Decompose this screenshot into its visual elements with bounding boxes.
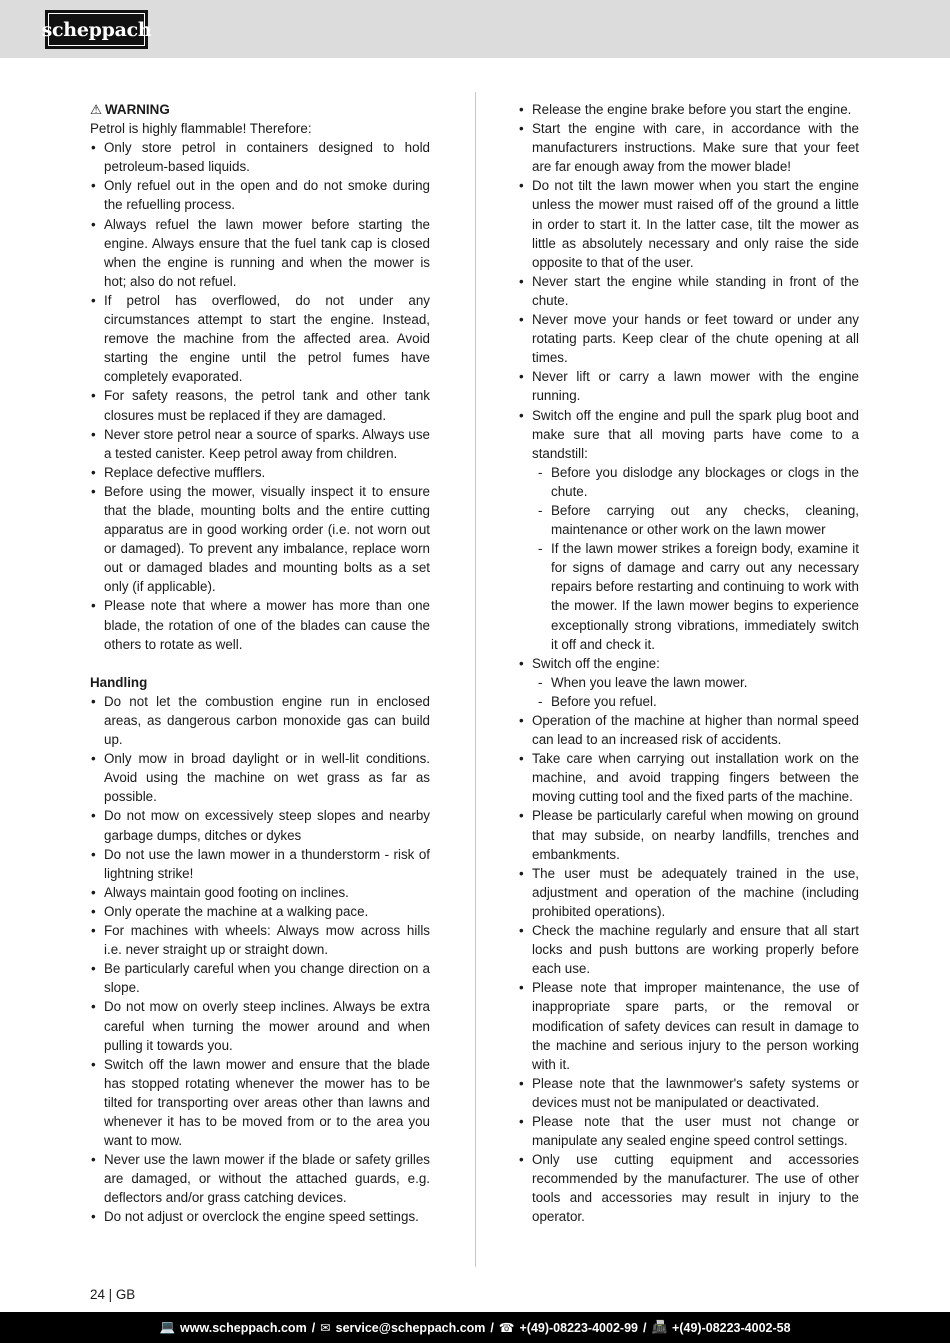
handling-list (90, 692, 430, 1227)
fax-icon: 📠 (651, 1320, 668, 1334)
header-bar (0, 0, 950, 58)
sub-list-item: - Before you refuel. (518, 692, 859, 711)
list-item: • For safety reasons, the petrol tank and other tank closures must be replaced if they are damaged. (90, 386, 430, 424)
footer-separator: / (642, 1320, 647, 1335)
list-item: • Please note that improper maintenance, the use of inappropriate spare parts, or the removal or modification of safety devices can result in damage to the machine and serious injury to the person working with it. (518, 978, 859, 1073)
warning-intro: Petrol is highly flammable! Therefore: (90, 121, 312, 137)
list-item: • Switch off the engine: (518, 654, 859, 673)
list-item: • Never start the engine while standing in front of the chute. (518, 272, 859, 310)
footer-email-link[interactable]: service@scheppach.com (335, 1320, 486, 1335)
list-item: • Never store petrol near a source of sparks. Always use a tested canister. Keep petrol away from children. (90, 425, 430, 463)
list-item: • Always refuel the lawn mower before starting the engine. Always ensure that the fuel tank cap is closed when the engine is running and when the mower is hot; also do not refuel. (90, 215, 430, 291)
list-item: • If petrol has overflowed, do not under any circumstances attempt to start the engine. Instead, remove the machine from the affected area. Avoid starting the engine until the petrol fumes have completely evaporated. (90, 291, 430, 386)
list-item: • Start the engine with care, in accordance with the manufacturers instructions. Make sure that your feet are far enough away from the mower blade! (518, 119, 859, 176)
list-item: • Always maintain good footing on inclines. (90, 883, 430, 902)
footer-phone: +(49)-08223-4002-99 (519, 1320, 638, 1335)
footer-separator: / (490, 1320, 494, 1335)
list-item: • Never lift or carry a lawn mower with the engine running. (518, 367, 859, 405)
petrol-list (90, 138, 430, 654)
list-item: • Only operate the machine at a walking pace. (90, 902, 430, 921)
list-item: • Switch off the lawn mower and ensure that the blade has stopped rotating whenever the mower has to be tilted for transporting over areas other than lawns and whenever it has to be moved from or to the area you want to mow. (90, 1055, 430, 1150)
list-item: • Switch off the engine and pull the spark plug boot and make sure that all moving parts have come to a standstill: (518, 406, 859, 463)
right-column (518, 100, 859, 1227)
list-item: • Do not adjust or overclock the engine speed settings. (90, 1207, 430, 1226)
list-item: • Release the engine brake before you start the engine. (518, 100, 859, 119)
list-item: • Please note that the user must not change or manipulate any sealed engine speed control settings. (518, 1112, 859, 1150)
handling-heading: Handling (90, 674, 148, 690)
column-divider (475, 92, 476, 1267)
footer-fax: +(49)-08223-4002-58 (672, 1320, 791, 1335)
list-item: • Please be particularly careful when mowing on ground that may subside, on nearby landfills, trenches and embankments. (518, 806, 859, 863)
list-item: • Only refuel out in the open and do not smoke during the refuelling process. (90, 176, 430, 214)
list-item: • Do not let the combustion engine run in enclosed areas, as dangerous carbon monoxide gas can build up. (90, 692, 430, 749)
spacer (90, 654, 430, 673)
list-item: • Be particularly careful when you change direction on a slope. (90, 959, 430, 997)
list-item: • Please note that the lawnmower's safety systems or devices must not be manipulated or deactivated. (518, 1074, 859, 1112)
list-item: • Only store petrol in containers designed to hold petroleum-based liquids. (90, 138, 430, 176)
warning-title: WARNING (105, 102, 170, 117)
list-item: • Do not mow on excessively steep slopes and nearby garbage dumps, ditches or dykes (90, 806, 430, 844)
list-item: • Check the machine regularly and ensure that all start locks and push buttons are working properly before each use. (518, 921, 859, 978)
sub-list-item: - When you leave the lawn mower. (518, 673, 859, 692)
list-item: • Please note that where a mower has more than one blade, the rotation of one of the blades can cause the others to rotate as well. (90, 596, 430, 653)
phone-icon: ☎ (498, 1321, 515, 1335)
list-item: • Do not mow on overly steep inclines. Always be extra careful when turning the mower around and when pulling it towards you. (90, 997, 430, 1054)
list-item: • Never move your hands or feet toward or under any rotating parts. Keep clear of the chute opening at all times. (518, 310, 859, 367)
sub-list-item: - Before you dislodge any blockages or clogs in the chute. (518, 463, 859, 501)
list-item: • Do not tilt the lawn mower when you start the engine unless the mower must raised off of the ground a little in order to start it. In the latter case, tilt the mower as little as absolutely necessary and only raise the side opposite to that of the user. (518, 176, 859, 271)
list-item: • For machines with wheels: Always mow across hills i.e. never straight up or straight down. (90, 921, 430, 959)
list-item: • Do not use the lawn mower in a thunderstorm - risk of lightning strike! (90, 845, 430, 883)
brand-logo: scheppach (45, 10, 148, 49)
footer-website-link[interactable]: www.scheppach.com (180, 1320, 307, 1335)
list-item: • Take care when carrying out installation work on the machine, and avoid trapping fingers between the moving cutting tool and the fixed parts of the machine. (518, 749, 859, 806)
list-item: • Only use cutting equipment and accessories recommended by the manufacturer. The use of other tools and accessories may result in injury to the operator. (518, 1150, 859, 1226)
operation-list (518, 100, 859, 1227)
list-item: • The user must be adequately trained in the use, adjustment and operation of the machine (including prohibited operations). (518, 864, 859, 921)
warning-heading (90, 100, 430, 119)
page-number: 24 | GB (90, 1287, 136, 1302)
list-item: • Operation of the machine at higher than normal speed can lead to an increased risk of accidents. (518, 711, 859, 749)
computer-icon: 💻 (159, 1320, 176, 1334)
left-column (90, 100, 430, 1227)
list-item: • Replace defective mufflers. (90, 463, 430, 482)
warning-icon: ⚠ (90, 102, 103, 117)
list-item: • Never use the lawn mower if the blade or safety grilles are damaged, or without the attached guards, e.g. deflectors and/or grass catching devices. (90, 1150, 430, 1207)
list-item: • Before using the mower, visually inspect it to ensure that the blade, mounting bolts and the entire cutting apparatus are in good working order (i.e. not worn out or damaged). To prevent any imbalance, replace worn out or damaged blades and mounting bolts as a set only (if applicable). (90, 482, 430, 597)
sub-list-item: - If the lawn mower strikes a foreign body, examine it for signs of damage and carry out any necessary repairs before restarting and continuing to work with the mower. If the lawn mower begins to experience exceptionally strong vibrations, immediately switch it off and check it. (518, 539, 859, 654)
footer-bar (0, 1312, 950, 1343)
mail-icon: ✉ (320, 1321, 331, 1335)
footer-separator: / (311, 1320, 316, 1335)
list-item: • Only mow in broad daylight or in well-lit conditions. Avoid using the machine on wet grass as far as possible. (90, 749, 430, 806)
sub-list-item: - Before carrying out any checks, cleaning, maintenance or other work on the lawn mower (518, 501, 859, 539)
